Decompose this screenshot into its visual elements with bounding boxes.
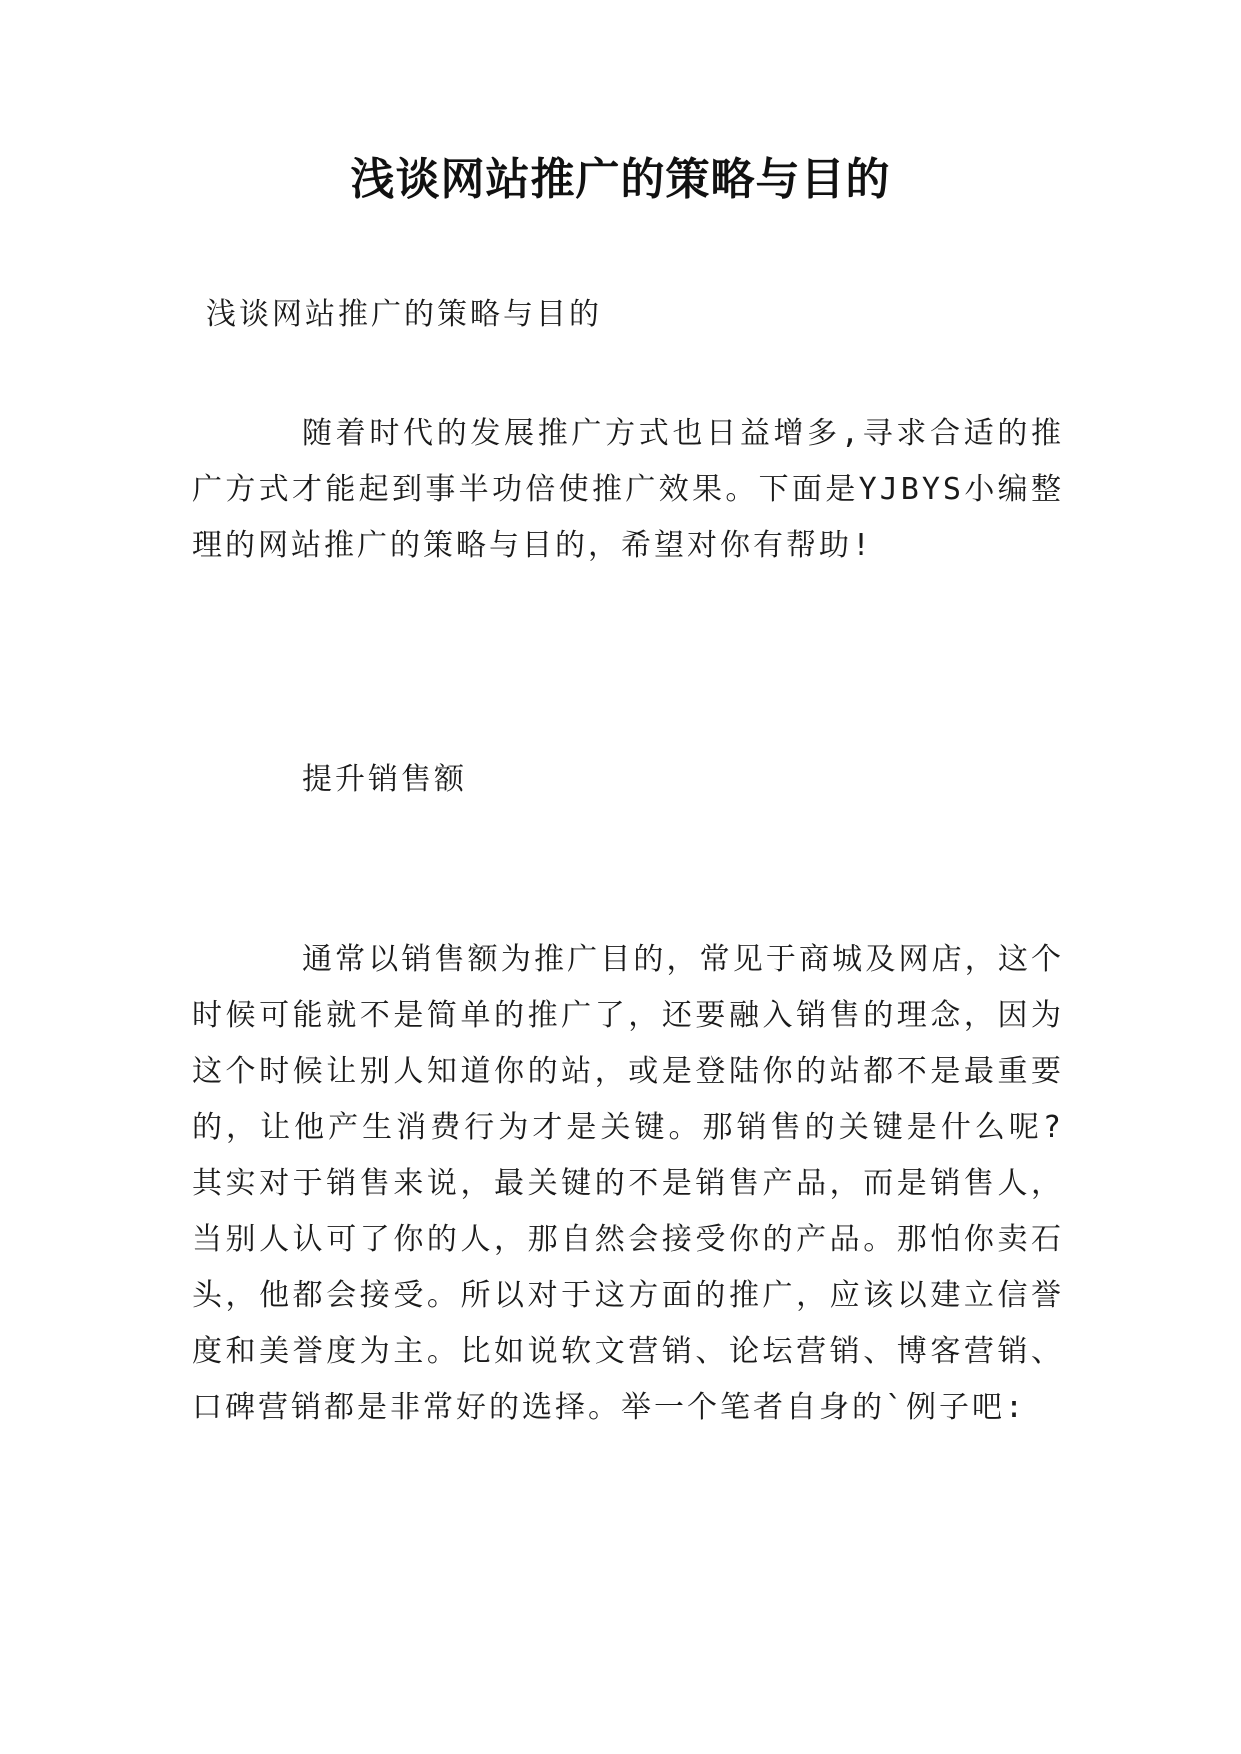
intro-paragraph: 随着时代的发展推广方式也日益增多,寻求合适的推广方式才能起到事半功倍使推广效果。下面是YJBYS小编整理的网站推广的策略与目的，希望对你有帮助!	[192, 416, 1064, 563]
sales-paragraph: 通常以销售额为推广目的，常见于商城及网店，这个时候可能就不是简单的推广了，还要融入销售的理念，因为这个时候让别人知道你的站，或是登陆你的站都不是最重要的，让他产生消费行为才是关键。那销售的关键是什么呢?其实对于销售来说，最关键的不是销售产品，而是销售人，当别人认可了你的人，那自然会接受你的产品。那怕你卖石头，他都会接受。所以对于这方面的推广，应该以建立信誉度和美誉度为主。比如说软文营销、论坛营销、博客营销、口碑营销都是非常好的选择。举一个笔者自身的`例子吧:	[192, 942, 1064, 1425]
document-title: 浅谈网站推广的策略与目的	[350, 154, 891, 205]
section-heading: 提升销售额	[302, 762, 467, 797]
document-subtitle: 浅谈网站推广的策略与目的	[206, 297, 602, 332]
